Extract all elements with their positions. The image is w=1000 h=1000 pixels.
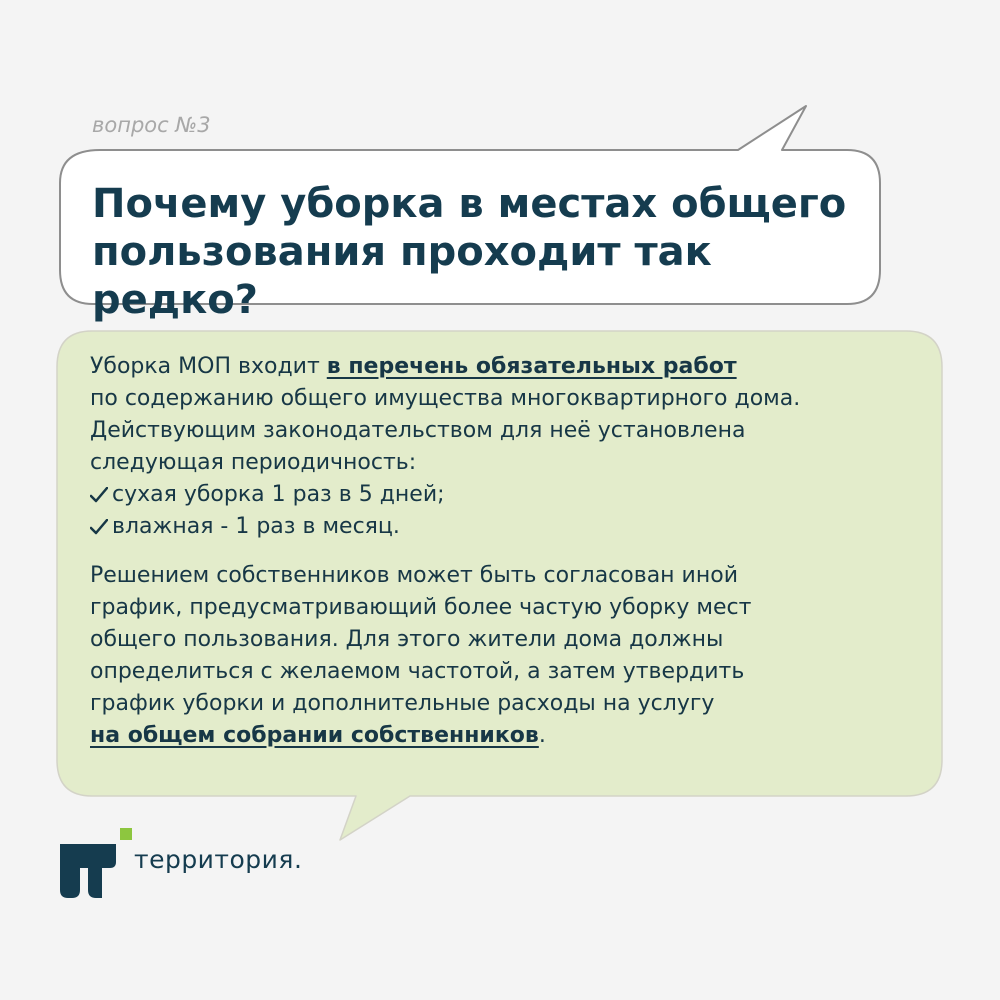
- question-number-label: вопрос №3: [92, 113, 211, 137]
- question-line-2: пользования проходит так редко?: [92, 229, 712, 323]
- answer-p2-line-1: Решением собственников может быть согласован иной: [90, 563, 738, 588]
- territory-logo-icon: [60, 828, 134, 900]
- answer-p1-intro: Уборка МОП входит: [90, 354, 327, 379]
- answer-paragraph-1: [90, 351, 950, 543]
- answer-p1-line-3: Действующим законодательством для неё установлена: [90, 418, 746, 443]
- answer-p1-line-4: следующая периодичность:: [90, 450, 417, 475]
- answer-p2-line-5: график уборки и дополнительные расходы на услугу: [90, 691, 715, 716]
- checkmark-icon: [90, 479, 112, 511]
- checkmark-icon: [90, 511, 112, 543]
- answer-text: [90, 351, 950, 752]
- brand-name: территория.: [134, 845, 303, 874]
- list-item: влажная - 1 раз в месяц.: [112, 514, 400, 539]
- question-line-1: Почему уборка в местах общего: [92, 181, 847, 227]
- answer-p2-line-2: график, предусматривающий более частую уборку мест: [90, 595, 752, 620]
- works-list-link[interactable]: в перечень обязательных работ: [326, 354, 737, 379]
- owners-meeting-link[interactable]: на общем собрании собственников: [90, 723, 539, 748]
- list-item: сухая уборка 1 раз в 5 дней;: [112, 482, 445, 507]
- answer-paragraph-2: [90, 560, 950, 752]
- answer-p2-line-3: общего пользования. Для этого жители дома должны: [90, 627, 724, 652]
- answer-p1-line-2: по содержанию общего имущества многоквартирного дома.: [90, 386, 801, 411]
- answer-p2-end: .: [538, 723, 546, 748]
- answer-p2-line-4: определиться с желаемом частотой, а затем утвердить: [90, 659, 745, 684]
